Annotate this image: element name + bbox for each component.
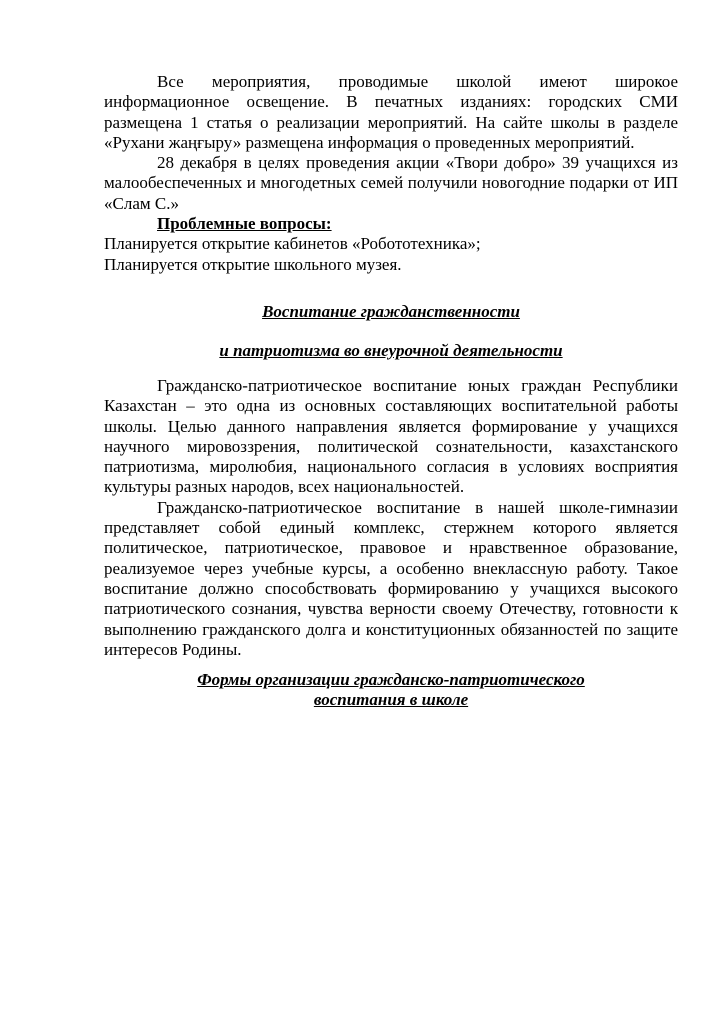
- civic-education-paragraph-2: Гражданско-патриотическое воспитание в нашей школе-гимназии представляет собой единый комплекс, стержнем которого является политическое, патриотическое, правовое и нравственное образование, реализуемое через учебные курсы, а особенно внеклассную работу. Такое воспитание должно способствовать формированию у учащихся высокого патриотического сознания, чувства верности своему Отечеству, готовности к выполнению гражданского долга и конституционных обязанностей по защите интересов Родины.: [104, 497, 678, 659]
- civic-education-paragraph-1: Гражданско-патриотическое воспитание юных граждан Республики Казахстан – это одна из основных составляющих воспитательной работы школы. Целью данного направления является формирование у учащихся научного мировоззрения, политической сознательности, казахстанского патриотизма, миролюбия, национального согласия в условиях восприятия культуры разных народов, всех национальностей.: [104, 376, 678, 497]
- info-coverage-paragraph: Все мероприятия, проводимые школой имеют широкое информационное освещение. В печатных изданиях: городских СМИ размещена 1 статья о реализации мероприятий. На сайте школы в разделе «Рухани жаңғыру» размещена информация о проведенных мероприятий.: [104, 72, 678, 152]
- forms-heading-line1: Формы организации гражданско-патриотического: [197, 670, 585, 689]
- problem-item-museum: Планируется открытие школьного музея.: [104, 254, 402, 274]
- info-coverage-section: [104, 72, 678, 275]
- charity-action-paragraph: 28 декабря в целях проведения акции «Твори добро» 39 учащихся из малообеспеченных и многодетных семей получили новогодние подарки от ИП «Слам С.»: [104, 153, 678, 213]
- civic-education-heading-line2: и патриотизма во внеурочной деятельности: [219, 341, 563, 360]
- civic-education-heading-line1: Воспитание гражданственности: [262, 302, 520, 321]
- problem-item-robotics: Планируется открытие кабинетов «Робототехника»;: [104, 234, 481, 254]
- civic-education-section: [104, 376, 678, 660]
- problems-heading: Проблемные вопросы:: [157, 214, 332, 234]
- forms-heading-line2: воспитания в школе: [313, 690, 469, 709]
